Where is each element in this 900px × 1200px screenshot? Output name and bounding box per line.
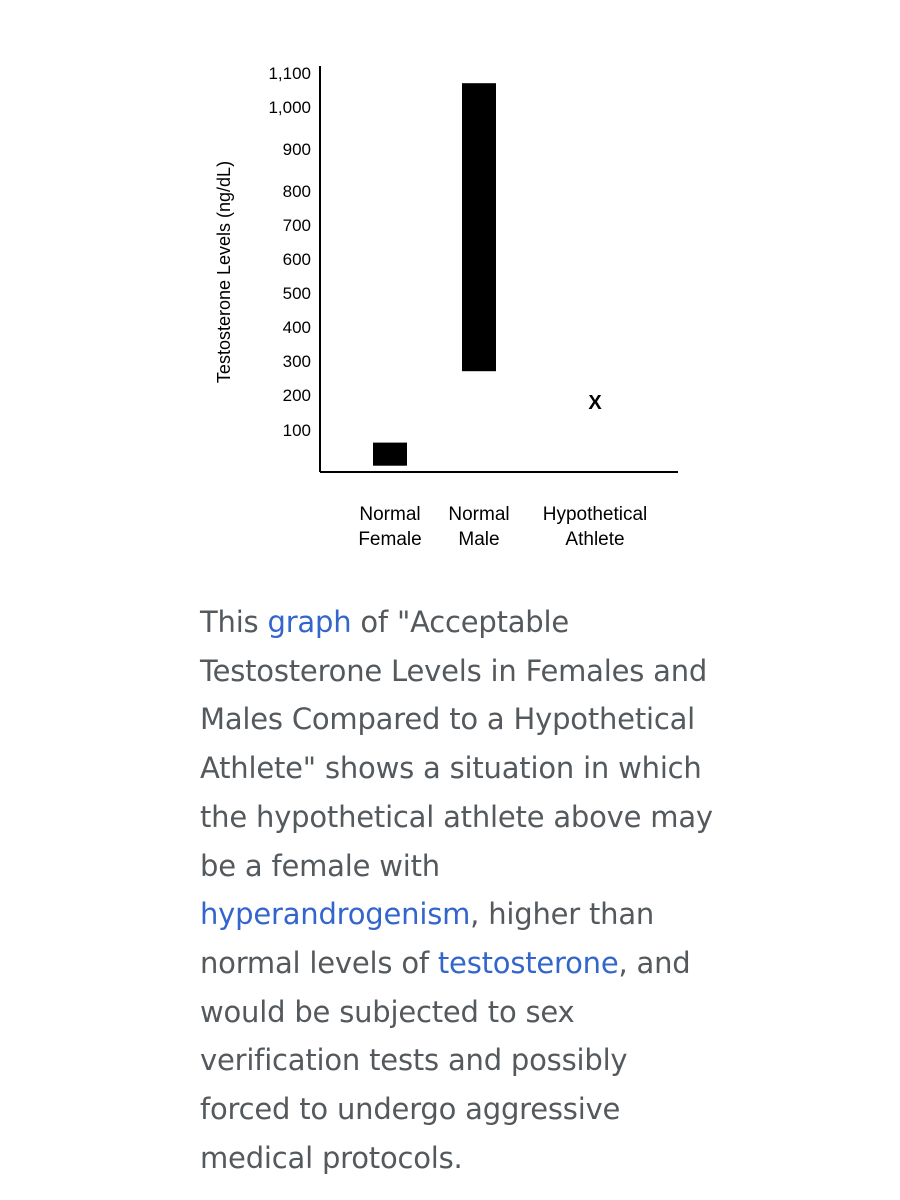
caption-text-4: , and would be subjected to sex verification tests and possibly forced to undergo aggressive medical protocols. [200, 945, 691, 1175]
category-label: Male [458, 529, 500, 550]
caption-text-1: This [200, 605, 268, 639]
range-bar [373, 443, 407, 466]
range-bar [462, 83, 496, 371]
category-label: Hypothetical [542, 504, 648, 525]
graph-link[interactable]: graph [267, 605, 352, 639]
hyperandrogenism-link[interactable]: hyperandrogenism [200, 897, 471, 932]
category-label: Female [358, 529, 422, 550]
data-points [588, 392, 602, 414]
testosterone-link[interactable]: testosterone [437, 945, 619, 980]
category-label: Normal [359, 504, 421, 525]
y-tick-label: 300 [282, 352, 311, 371]
category-labels [358, 504, 647, 550]
y-tick-label: 400 [282, 318, 311, 337]
y-tick-label: 600 [282, 250, 311, 269]
range-bars [373, 83, 496, 466]
figure-caption [200, 598, 720, 1182]
y-tick-label: 700 [282, 216, 311, 235]
category-label: Normal [448, 504, 510, 525]
caption-text-2: of "Acceptable Testosterone Levels in Females and Males Compared to a Hypothetical Athlete" shows a situation in which the hypothetical athlete above may be a female with [200, 605, 713, 883]
y-axis-label: Testosterone Levels (ng/dL) [214, 160, 234, 384]
y-tick-labels [268, 64, 311, 440]
testosterone-chart [0, 0, 900, 590]
y-tick-label: 800 [282, 182, 311, 201]
y-tick-label: 1,100 [268, 64, 311, 83]
y-tick-label: 200 [282, 386, 311, 405]
category-label: Athlete [565, 529, 625, 550]
y-tick-label: 100 [282, 421, 311, 440]
athlete-marker: X [588, 392, 602, 414]
y-tick-label: 500 [282, 284, 311, 303]
y-tick-label: 1,000 [268, 98, 311, 117]
y-tick-label: 900 [282, 140, 311, 159]
caption-text-3: , higher than normal levels of [200, 897, 655, 980]
chart-svg [0, 0, 900, 590]
